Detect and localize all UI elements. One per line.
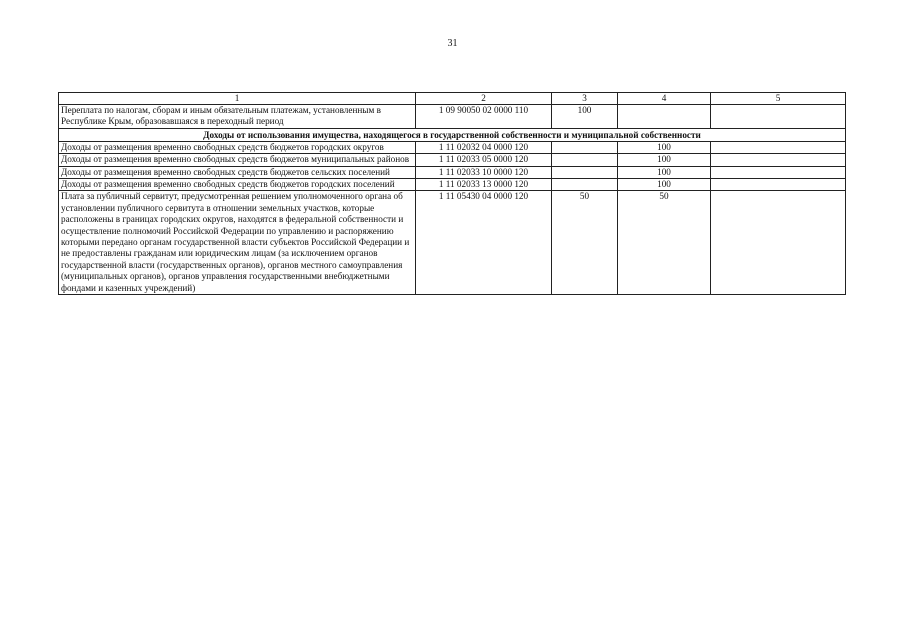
budget-code-cell: 1 11 05430 04 0000 120 [416, 191, 552, 295]
column-header-2: 2 [416, 93, 552, 105]
section-header-row [59, 128, 846, 141]
column-3-cell: 100 [552, 105, 618, 129]
table-row [59, 179, 846, 191]
budget-code-cell: 1 11 02033 05 0000 120 [416, 154, 552, 166]
table-row [59, 154, 846, 166]
budget-code-cell: 1 09 90050 02 0000 110 [416, 105, 552, 129]
column-5-cell [711, 105, 846, 129]
column-number-row [59, 93, 846, 105]
table-row [59, 105, 846, 129]
revenue-table [58, 92, 846, 295]
column-4-cell [618, 105, 711, 129]
column-5-cell [711, 141, 846, 153]
budget-code-cell: 1 11 02033 10 0000 120 [416, 166, 552, 178]
column-header-3: 3 [552, 93, 618, 105]
revenue-name-cell: Переплата по налогам, сборам и иным обязательным платежам, установленным в Республике Крым, образовавшаяся в переходный период [59, 105, 416, 129]
column-4-cell: 100 [618, 179, 711, 191]
column-4-cell: 50 [618, 191, 711, 295]
column-3-cell [552, 179, 618, 191]
revenue-name-cell: Доходы от размещения временно свободных средств бюджетов городских округов [59, 141, 416, 153]
section-title: Доходы от использования имущества, находящегося в государственной собственности и муниципальной собственности [59, 128, 846, 141]
column-4-cell: 100 [618, 154, 711, 166]
revenue-name-cell: Плата за публичный сервитут, предусмотренная решением уполномоченного органа об установлении публичного сервитута в отношении земельных участков, которые расположены в границах городских округов, находятся в федеральной собственности и осуществление полномочий Российской Федерации по управлению и распоряжению которыми передано органам государственной власти субъектов Российской Федерации и не предоставлены гражданам или юридическим лицам (за исключением органов государственной власти (государственных органов), органов местного самоуправления (муниципальных органов), органов управления государственными внебюджетными фондами и казенных учреждений) [59, 191, 416, 295]
column-header-5: 5 [711, 93, 846, 105]
table-row [59, 166, 846, 178]
revenue-name-cell: Доходы от размещения временно свободных средств бюджетов сельских поселений [59, 166, 416, 178]
column-3-cell [552, 154, 618, 166]
table-row [59, 191, 846, 295]
column-header-1: 1 [59, 93, 416, 105]
column-5-cell [711, 179, 846, 191]
table-row [59, 141, 846, 153]
column-3-cell [552, 166, 618, 178]
revenue-name-cell: Доходы от размещения временно свободных средств бюджетов муниципальных районов [59, 154, 416, 166]
column-header-4: 4 [618, 93, 711, 105]
page-number: 31 [447, 38, 458, 49]
budget-code-cell: 1 11 02033 13 0000 120 [416, 179, 552, 191]
column-3-cell: 50 [552, 191, 618, 295]
column-5-cell [711, 154, 846, 166]
column-5-cell [711, 191, 846, 295]
column-4-cell: 100 [618, 166, 711, 178]
revenue-name-cell: Доходы от размещения временно свободных средств бюджетов городских поселений [59, 179, 416, 191]
budget-code-cell: 1 11 02032 04 0000 120 [416, 141, 552, 153]
column-5-cell [711, 166, 846, 178]
column-4-cell: 100 [618, 141, 711, 153]
column-3-cell [552, 141, 618, 153]
